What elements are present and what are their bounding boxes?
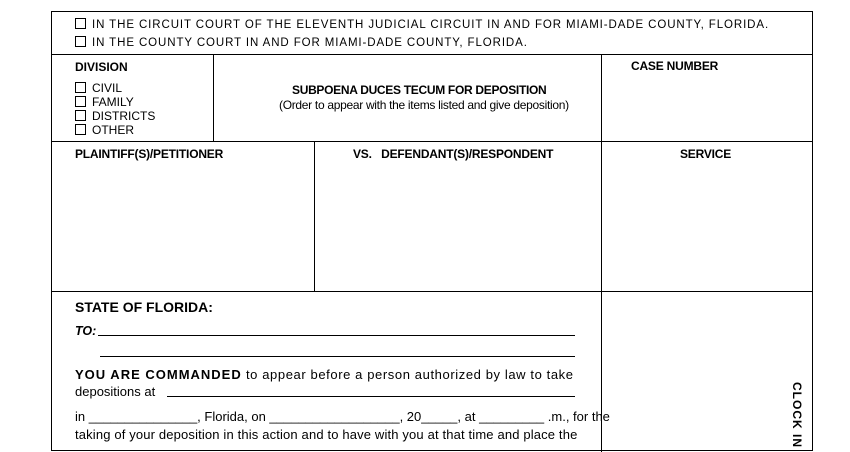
depositions-at-label: depositions at <box>75 384 156 399</box>
districts-label: DISTRICTS <box>92 109 156 123</box>
circuit-court-checkbox[interactable] <box>75 18 86 29</box>
clock-in-label: CLOCK IN <box>790 382 804 448</box>
state-heading: STATE OF FLORIDA: <box>75 299 213 315</box>
other-checkbox[interactable] <box>75 124 86 135</box>
divider <box>314 141 315 291</box>
plaintiff-label: PLAINTIFF(S)/PETITIONER <box>75 147 224 161</box>
divider <box>52 54 812 55</box>
civil-checkbox[interactable] <box>75 82 86 93</box>
family-checkbox[interactable] <box>75 96 86 107</box>
form-frame <box>51 11 813 451</box>
divider <box>213 54 214 141</box>
civil-label: CIVIL <box>92 81 123 95</box>
form-title: SUBPOENA DUCES TECUM FOR DEPOSITION <box>292 83 547 97</box>
districts-checkbox[interactable] <box>75 110 86 121</box>
division-option-districts[interactable] <box>75 109 155 123</box>
commanded-rest: to appear before a person authorized by law to take <box>241 367 574 382</box>
deposition-location-line[interactable] <box>167 396 575 397</box>
commanded-paragraph <box>75 367 574 382</box>
to-label: TO: <box>75 324 97 338</box>
county-court-checkbox[interactable] <box>75 36 86 47</box>
other-label: OTHER <box>92 123 134 137</box>
divider <box>52 291 812 292</box>
county-court-label: IN THE COUNTY COURT IN AND FOR MIAMI-DADE COUNTY, FLORIDA. <box>92 37 528 49</box>
division-option-civil[interactable] <box>75 81 122 95</box>
to-name-line[interactable] <box>98 335 575 336</box>
service-label: SERVICE <box>680 147 732 161</box>
family-label: FAMILY <box>92 95 134 109</box>
date-time-line: in _______________, Florida, on __________________, 20_____, at _________ .m., for the <box>75 409 610 424</box>
defendant-label: VS. DEFENDANT(S)/RESPONDENT <box>353 147 554 161</box>
case-number-label: CASE NUMBER <box>631 59 719 73</box>
taking-line: taking of your deposition in this action and to have with you at that time and place the <box>75 427 578 442</box>
division-option-family[interactable] <box>75 95 134 109</box>
form-subtitle: (Order to appear with the items listed and give deposition) <box>279 98 569 112</box>
divider <box>601 54 602 452</box>
circuit-court-label: IN THE CIRCUIT COURT OF THE ELEVENTH JUDICIAL CIRCUIT IN AND FOR MIAMI-DADE COUNTY, FLORIDA. <box>92 19 770 31</box>
to-address-line[interactable] <box>100 356 575 357</box>
divider <box>52 141 812 142</box>
division-title: DIVISION <box>75 60 128 74</box>
division-option-other[interactable] <box>75 123 134 137</box>
circuit-court-option[interactable] <box>75 18 769 31</box>
commanded-bold: YOU ARE COMMANDED <box>75 367 242 382</box>
county-court-option[interactable] <box>75 36 528 49</box>
